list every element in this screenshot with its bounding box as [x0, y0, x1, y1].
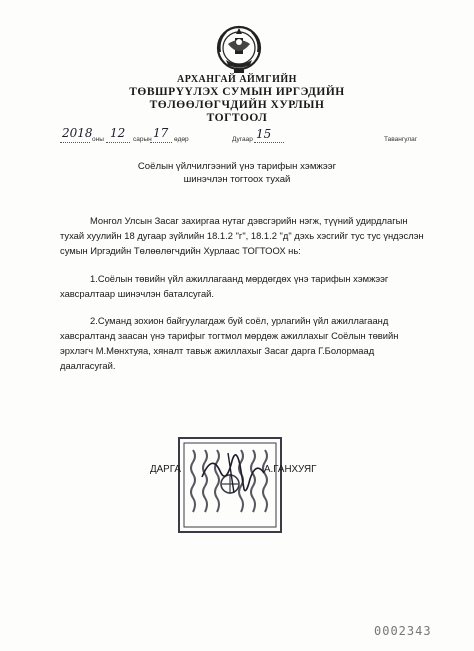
number-label: Дугаар: [232, 136, 253, 143]
item1-line2: хавсралтаар шинэчлэн баталсугай.: [60, 288, 215, 299]
date-year: 2018: [62, 126, 93, 140]
day-underline: [150, 142, 172, 143]
header-doc-type: ТОГТООЛ: [206, 112, 268, 124]
place-name: Тавангулаг: [384, 136, 418, 143]
header-sum: ТӨВШРҮҮЛЭХ СУМЫН ИРГЭДИЙН: [129, 86, 345, 98]
intro-line2: тухай хуулийн 18 дугаар зүйлийн 18.1.2 "г", 18.1.2 "д" дэхь хэсгийг тус тус үндэслэн: [60, 230, 424, 241]
item2-line3: эрхлэгч М.Мөнхтуяа, хяналт тавьж ажиллахыг Засаг дарга Г.Болормаад: [60, 345, 375, 356]
handwritten-signature-icon: [198, 447, 268, 497]
intro-line3: сумын Иргэдийн Төлөөлөгчдийн Хурлаас ТОГТООХ нь:: [60, 245, 301, 256]
item2-line4: даалгасугай.: [60, 360, 116, 371]
date-month: 12: [110, 126, 126, 140]
item2-line1: 2.Суманд зохион байгуулагдаж буй соёл, урлагийн үйл ажиллагаанд: [90, 315, 389, 326]
date-day: 17: [153, 126, 169, 140]
item1-line1: 1.Соёлын төвийн үйл ажиллагаанд мөрдөгдөх үнэ тарифын хэмжээг: [90, 273, 389, 284]
doc-number-handwritten: 15: [256, 127, 272, 141]
state-emblem-icon: [216, 22, 262, 76]
doc-title-line1: Соёлын үйлчилгээний үнэ тарифын хэмжээг: [137, 161, 337, 172]
document-serial-number: 0002343: [374, 624, 432, 638]
signature-title: ДАРГА: [150, 464, 181, 475]
header-aimag: АРХАНГАЙ АЙМГИЙН: [177, 74, 297, 85]
month-suffix: сарын: [133, 136, 152, 143]
year-suffix: оны: [92, 136, 104, 143]
intro-line1: Монгол Улсын Засаг захиргаа нутаг дэвсгэрийн нэгж, түүний удирдлагын: [90, 215, 408, 226]
doc-title-line2: шинэчлэн тогтоох тухай: [183, 174, 291, 185]
item2-line2: хавсралтанд заасан үнэ тарифыг тогтмол мөрдөж ажиллахыг Соёлын төвийн: [60, 330, 399, 341]
signature-name: А.ГАНХУЯГ: [264, 464, 317, 475]
month-underline: [106, 142, 130, 143]
year-underline: [60, 142, 90, 143]
day-suffix: өдөр: [174, 136, 189, 143]
number-underline: [254, 142, 284, 143]
header-council: ТӨЛӨӨЛӨГЧДИЙН ХУРЛЫН: [149, 99, 325, 111]
